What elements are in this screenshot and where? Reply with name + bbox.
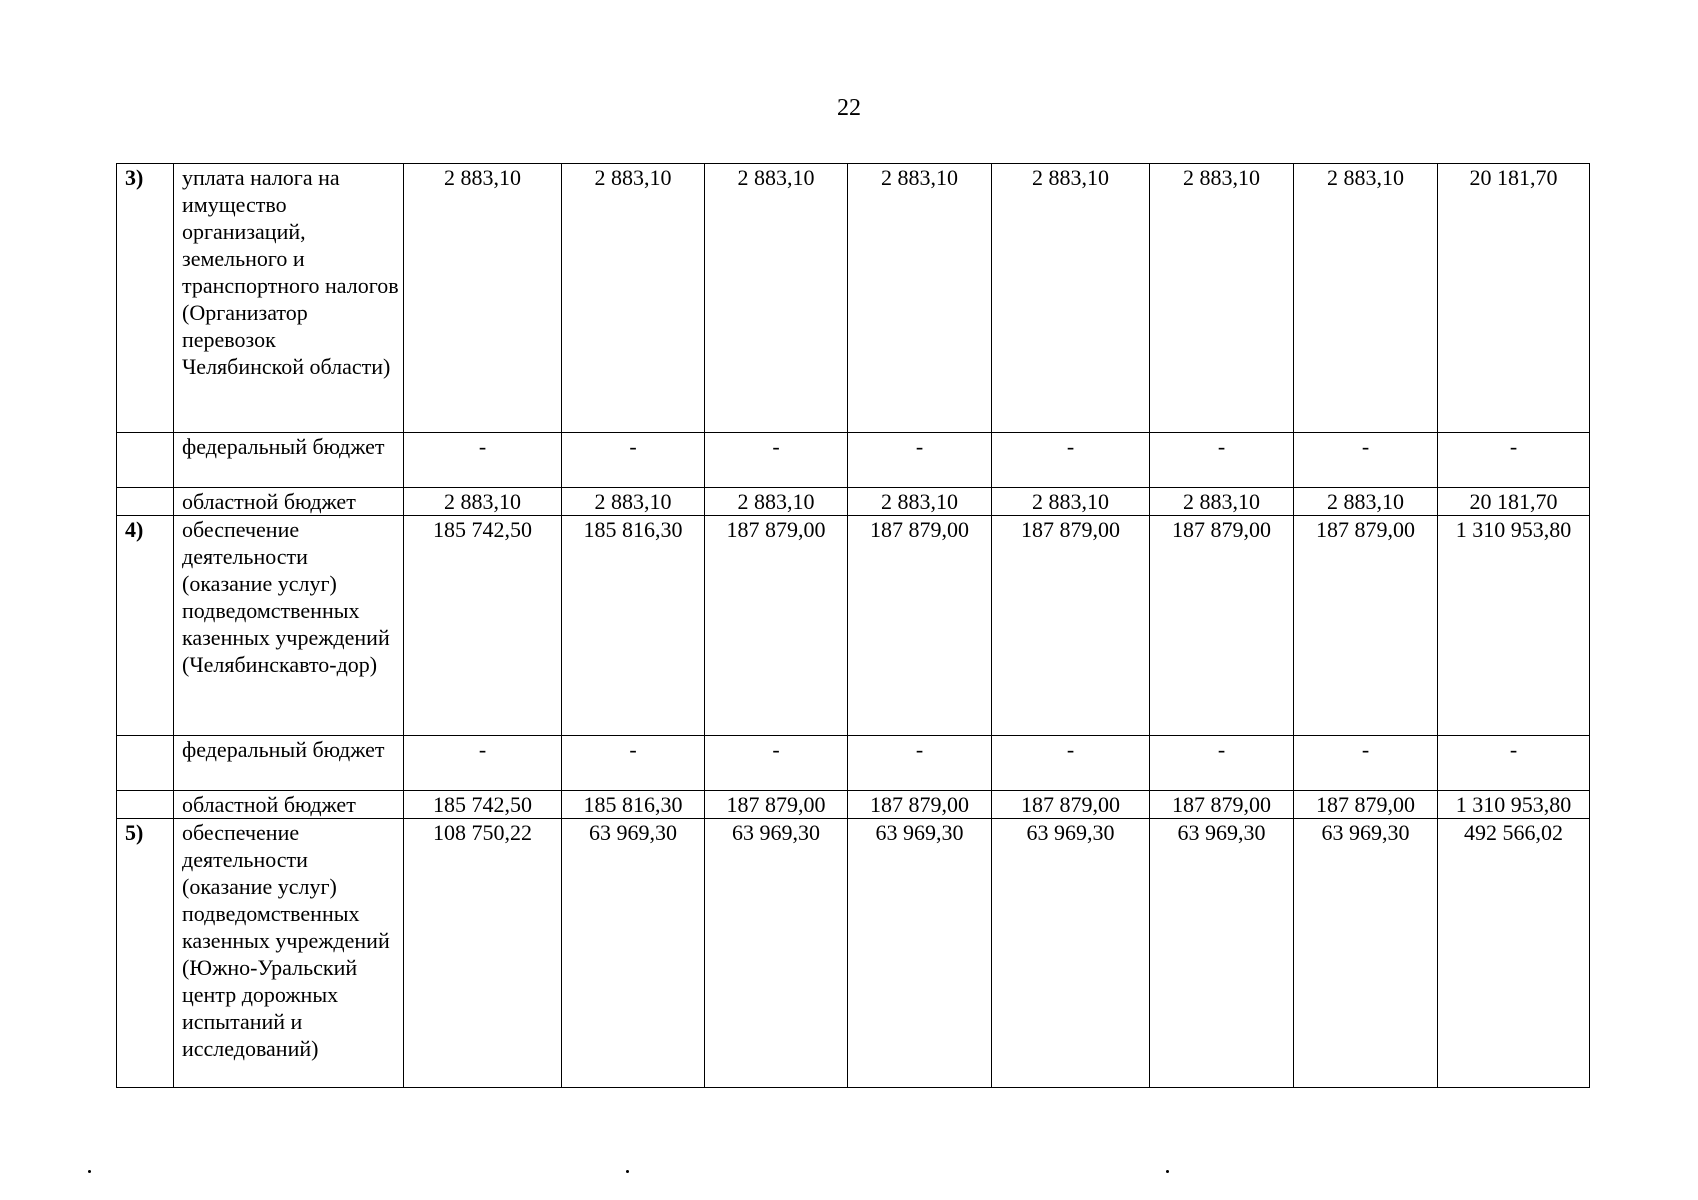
row-index: 5) <box>117 819 174 1088</box>
value-cell: - <box>1150 433 1294 488</box>
row-index: 4) <box>117 516 174 736</box>
value-cell: 2 883,10 <box>1150 164 1294 433</box>
budget-label: областной бюджет <box>174 791 404 819</box>
table-row <box>117 516 1590 736</box>
row-name: уплата налога на имущество организаций, земельного и транспортного налогов (Организатор перевозок Челябинской области) <box>174 164 404 433</box>
value-cell: 2 883,10 <box>404 488 562 516</box>
value-cell: 2 883,10 <box>1294 488 1438 516</box>
value-cell: - <box>705 736 848 791</box>
value-cell: 187 879,00 <box>1294 516 1438 736</box>
value-cell: 2 883,10 <box>705 488 848 516</box>
value-cell: 2 883,10 <box>562 488 705 516</box>
value-cell: 185 816,30 <box>562 516 705 736</box>
budget-label: областной бюджет <box>174 488 404 516</box>
total-cell: - <box>1438 433 1590 488</box>
value-cell: 2 883,10 <box>562 164 705 433</box>
scan-speck <box>626 1170 629 1173</box>
total-cell: - <box>1438 736 1590 791</box>
total-cell: 1 310 953,80 <box>1438 791 1590 819</box>
value-cell: 187 879,00 <box>1294 791 1438 819</box>
value-cell: - <box>705 433 848 488</box>
value-cell: - <box>992 736 1150 791</box>
budget-table <box>116 163 1590 1088</box>
value-cell: 63 969,30 <box>1150 819 1294 1088</box>
value-cell: 185 742,50 <box>404 516 562 736</box>
value-cell: 63 969,30 <box>1294 819 1438 1088</box>
budget-label: федеральный бюджет <box>174 433 404 488</box>
value-cell: 2 883,10 <box>848 488 992 516</box>
scan-speck <box>88 1170 91 1173</box>
value-cell: 187 879,00 <box>992 791 1150 819</box>
total-cell: 20 181,70 <box>1438 488 1590 516</box>
value-cell: - <box>1294 736 1438 791</box>
value-cell: - <box>404 433 562 488</box>
row-name: обеспечение деятельности (оказание услуг) подведомственных казенных учреждений (Южно-Уральский центр дорожных испытаний и исследований) <box>174 819 404 1088</box>
page-number: 22 <box>837 95 861 121</box>
total-cell: 492 566,02 <box>1438 819 1590 1088</box>
row-index: 3) <box>117 164 174 433</box>
value-cell: 63 969,30 <box>992 819 1150 1088</box>
value-cell: 2 883,10 <box>992 488 1150 516</box>
total-cell: 20 181,70 <box>1438 164 1590 433</box>
value-cell: 187 879,00 <box>848 516 992 736</box>
table-row-regional <box>117 791 1590 819</box>
value-cell: - <box>848 736 992 791</box>
value-cell: - <box>562 736 705 791</box>
value-cell: 63 969,30 <box>848 819 992 1088</box>
table-row <box>117 164 1590 433</box>
value-cell: 185 742,50 <box>404 791 562 819</box>
value-cell: - <box>1150 736 1294 791</box>
scan-speck <box>1166 1170 1169 1173</box>
value-cell: 187 879,00 <box>705 791 848 819</box>
value-cell: - <box>1294 433 1438 488</box>
value-cell: 2 883,10 <box>705 164 848 433</box>
value-cell: 2 883,10 <box>992 164 1150 433</box>
total-cell: 1 310 953,80 <box>1438 516 1590 736</box>
table-row <box>117 819 1590 1088</box>
value-cell: 63 969,30 <box>562 819 705 1088</box>
row-name: обеспечение деятельности (оказание услуг) подведомственных казенных учреждений (Челябинскавто-дор) <box>174 516 404 736</box>
value-cell: 187 879,00 <box>848 791 992 819</box>
value-cell: 187 879,00 <box>705 516 848 736</box>
value-cell: 2 883,10 <box>404 164 562 433</box>
value-cell: 187 879,00 <box>992 516 1150 736</box>
table-row-federal <box>117 433 1590 488</box>
table-row-federal <box>117 736 1590 791</box>
value-cell: 187 879,00 <box>1150 516 1294 736</box>
value-cell: 2 883,10 <box>848 164 992 433</box>
value-cell: 185 816,30 <box>562 791 705 819</box>
budget-label: федеральный бюджет <box>174 736 404 791</box>
table-row-regional <box>117 488 1590 516</box>
value-cell: 2 883,10 <box>1150 488 1294 516</box>
value-cell: 187 879,00 <box>1150 791 1294 819</box>
value-cell: - <box>562 433 705 488</box>
value-cell: 2 883,10 <box>1294 164 1438 433</box>
value-cell: - <box>848 433 992 488</box>
value-cell: - <box>992 433 1150 488</box>
value-cell: 108 750,22 <box>404 819 562 1088</box>
value-cell: - <box>404 736 562 791</box>
value-cell: 63 969,30 <box>705 819 848 1088</box>
